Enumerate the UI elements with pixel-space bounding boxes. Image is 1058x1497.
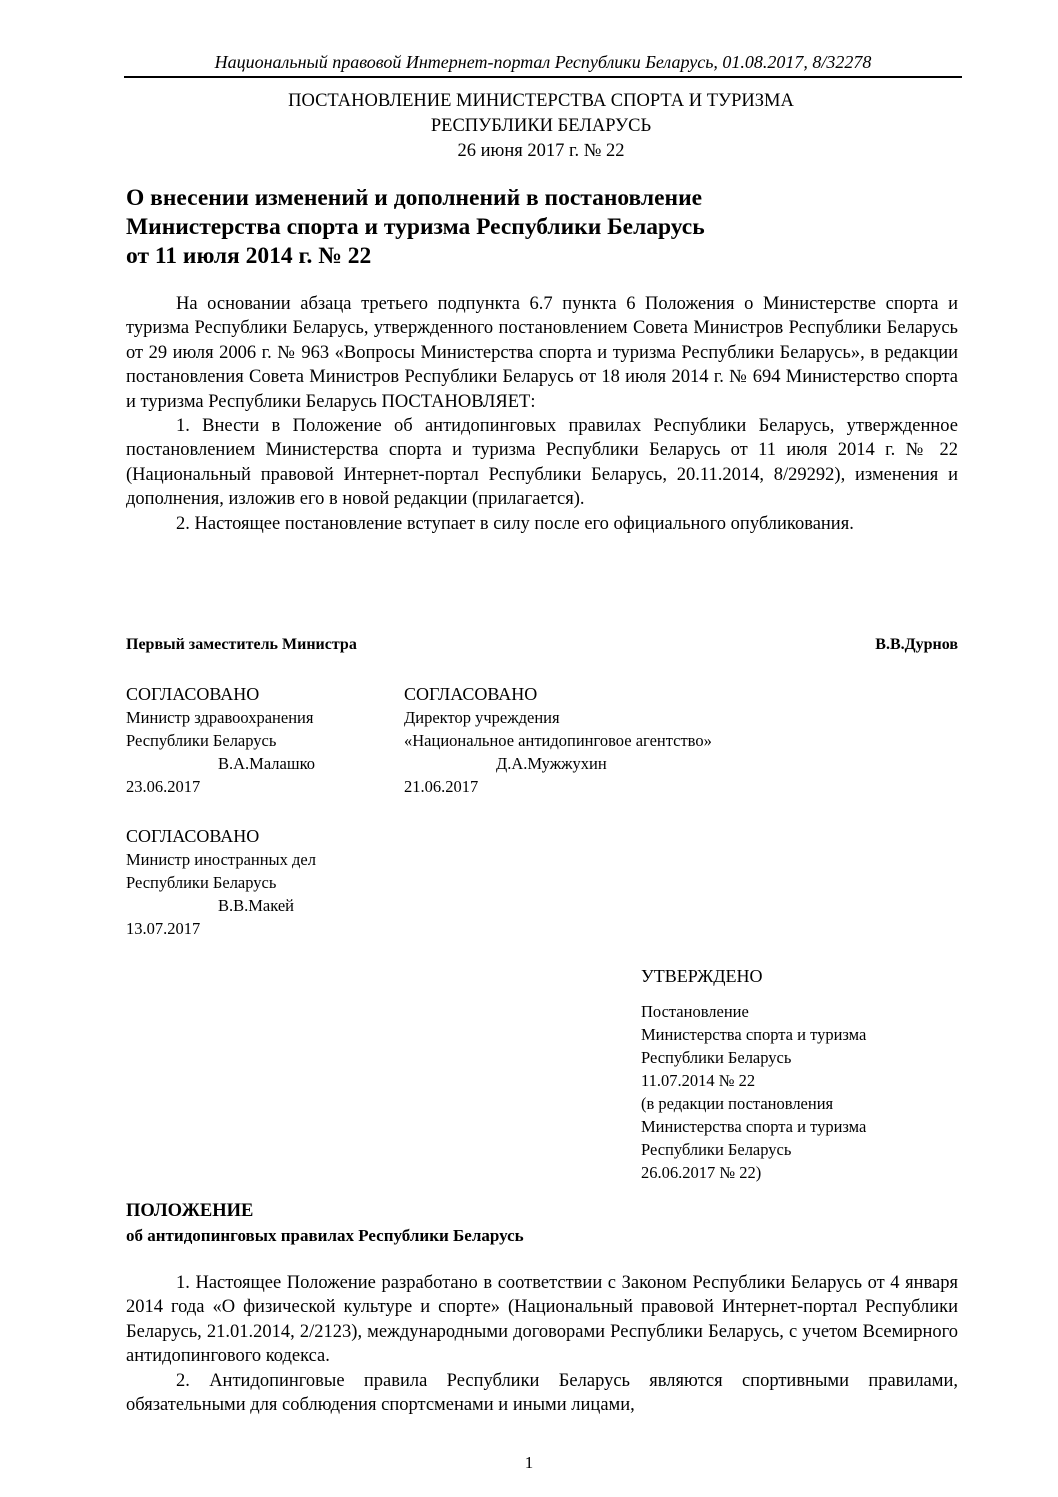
approved-line: 11.07.2014 № 22 <box>641 1071 756 1090</box>
approval-name: В.А.Малашко <box>218 754 316 773</box>
decree-item-2: 2. Настоящее постановление вступает в силу после его официального опубликования. <box>176 513 854 534</box>
document-date-number: 26 июня 2017 г. № 22 <box>457 141 625 161</box>
approval-organization: Республики Беларусь <box>126 731 277 750</box>
header-divider <box>124 76 962 78</box>
approval-organization: «Национальное антидопинговое агентство» <box>404 731 712 750</box>
document-title-line-1: О внесении изменений и дополнений в постановление <box>126 185 703 211</box>
approved-label: УТВЕРЖДЕНО <box>641 966 763 986</box>
approval-label: СОГЛАСОВАНО <box>404 684 538 704</box>
approval-position: Министр иностранных дел <box>126 850 316 869</box>
page-number: 1 <box>524 1453 534 1472</box>
approval-organization: Республики Беларусь <box>126 873 277 892</box>
approval-date: 13.07.2017 <box>126 919 201 938</box>
preamble-paragraph: На основании абзаца третьего подпункта 6.7 пункта 6 Положения о Министерстве спорта и туризма Республики Беларусь, утвержденного постановлением Совета Министров Республики Беларусь от 29 июля 2006 г. № 963 «Вопросы Министерства спорта и туризма Республики Беларусь», в редакции постановления Совета Министров Республики Беларусь от 18 июля 2014 г. № 694 Министерство спорта и туризма Республики Беларусь ПОСТАНОВЛЯЕТ: <box>126 294 958 412</box>
regulation-item-2: 2. Антидопинговые правила Республики Беларусь являются спортивными правилами, обязательными для соблюдения спортсменами и иными лицами, <box>126 1370 958 1416</box>
approved-line: Республики Беларусь <box>641 1140 792 1159</box>
signatory-name: В.В.Дурнов <box>875 636 958 653</box>
approval-date: 21.06.2017 <box>404 777 479 796</box>
issuer-line-2: РЕСПУБЛИКИ БЕЛАРУСЬ <box>430 116 652 136</box>
approval-name: В.В.Макей <box>218 896 295 915</box>
approval-label: СОГЛАСОВАНО <box>126 684 260 704</box>
decree-body <box>126 292 958 536</box>
document-title-line-3: от 11 июля 2014 г. № 22 <box>126 243 372 269</box>
regulation-subtitle: об антидопинговых правилах Республики Беларусь <box>126 1226 524 1245</box>
issuer-line-1: ПОСТАНОВЛЕНИЕ МИНИСТЕРСТВА СПОРТА И ТУРИЗМА <box>288 91 794 111</box>
approved-line: Министерства спорта и туризма <box>641 1117 867 1136</box>
approval-block-foreign-affairs <box>126 825 316 940</box>
regulation-title: ПОЛОЖЕНИЕ <box>126 1201 254 1221</box>
approved-line: Постановление <box>641 1002 749 1021</box>
approved-line: (в редакции постановления <box>641 1094 834 1113</box>
approved-details <box>641 1000 866 1184</box>
signatory-position: Первый заместитель Министра <box>126 636 357 653</box>
decree-item-1: 1. Внести в Положение об антидопинговых правилах Республики Беларусь, утвержденное постановлением Министерства спорта и туризма Республики Беларусь от 11 июля 2014 г. № 22 (Национальный правовой Интернет-портал Республики Беларусь, 20.11.2014, 8/29292), изменения и дополнения, изложив его в новой редакции (прилагается). <box>126 416 958 510</box>
approval-position: Директор учреждения <box>404 708 560 727</box>
approved-line: Республики Беларусь <box>641 1048 792 1067</box>
approval-name: Д.А.Мужжухин <box>496 754 607 773</box>
approval-block-health <box>126 683 315 798</box>
approval-block-antidoping-agency <box>404 683 712 798</box>
regulation-item-1: 1. Настоящее Положение разработано в соответствии с Законом Республики Беларусь от 4 января 2014 года «О физической культуре и спорте» (Национальный правовой Интернет-портал Республики Беларусь, 21.01.2014, 2/2123), международными договорами Республики Беларусь, с учетом Всемирного антидопингового кодекса. <box>126 1273 958 1367</box>
approved-line: 26.06.2017 № 22) <box>641 1163 762 1182</box>
approval-date: 23.06.2017 <box>126 777 201 796</box>
regulation-body <box>126 1271 958 1417</box>
approval-label: СОГЛАСОВАНО <box>126 826 260 846</box>
document-title-line-2: Министерства спорта и туризма Республики Беларусь <box>126 214 705 240</box>
approval-position: Министр здравоохранения <box>126 708 314 727</box>
approved-line: Министерства спорта и туризма <box>641 1025 867 1044</box>
portal-header: Национальный правовой Интернет-портал Республики Беларусь, 01.08.2017, 8/32278 <box>214 52 872 72</box>
